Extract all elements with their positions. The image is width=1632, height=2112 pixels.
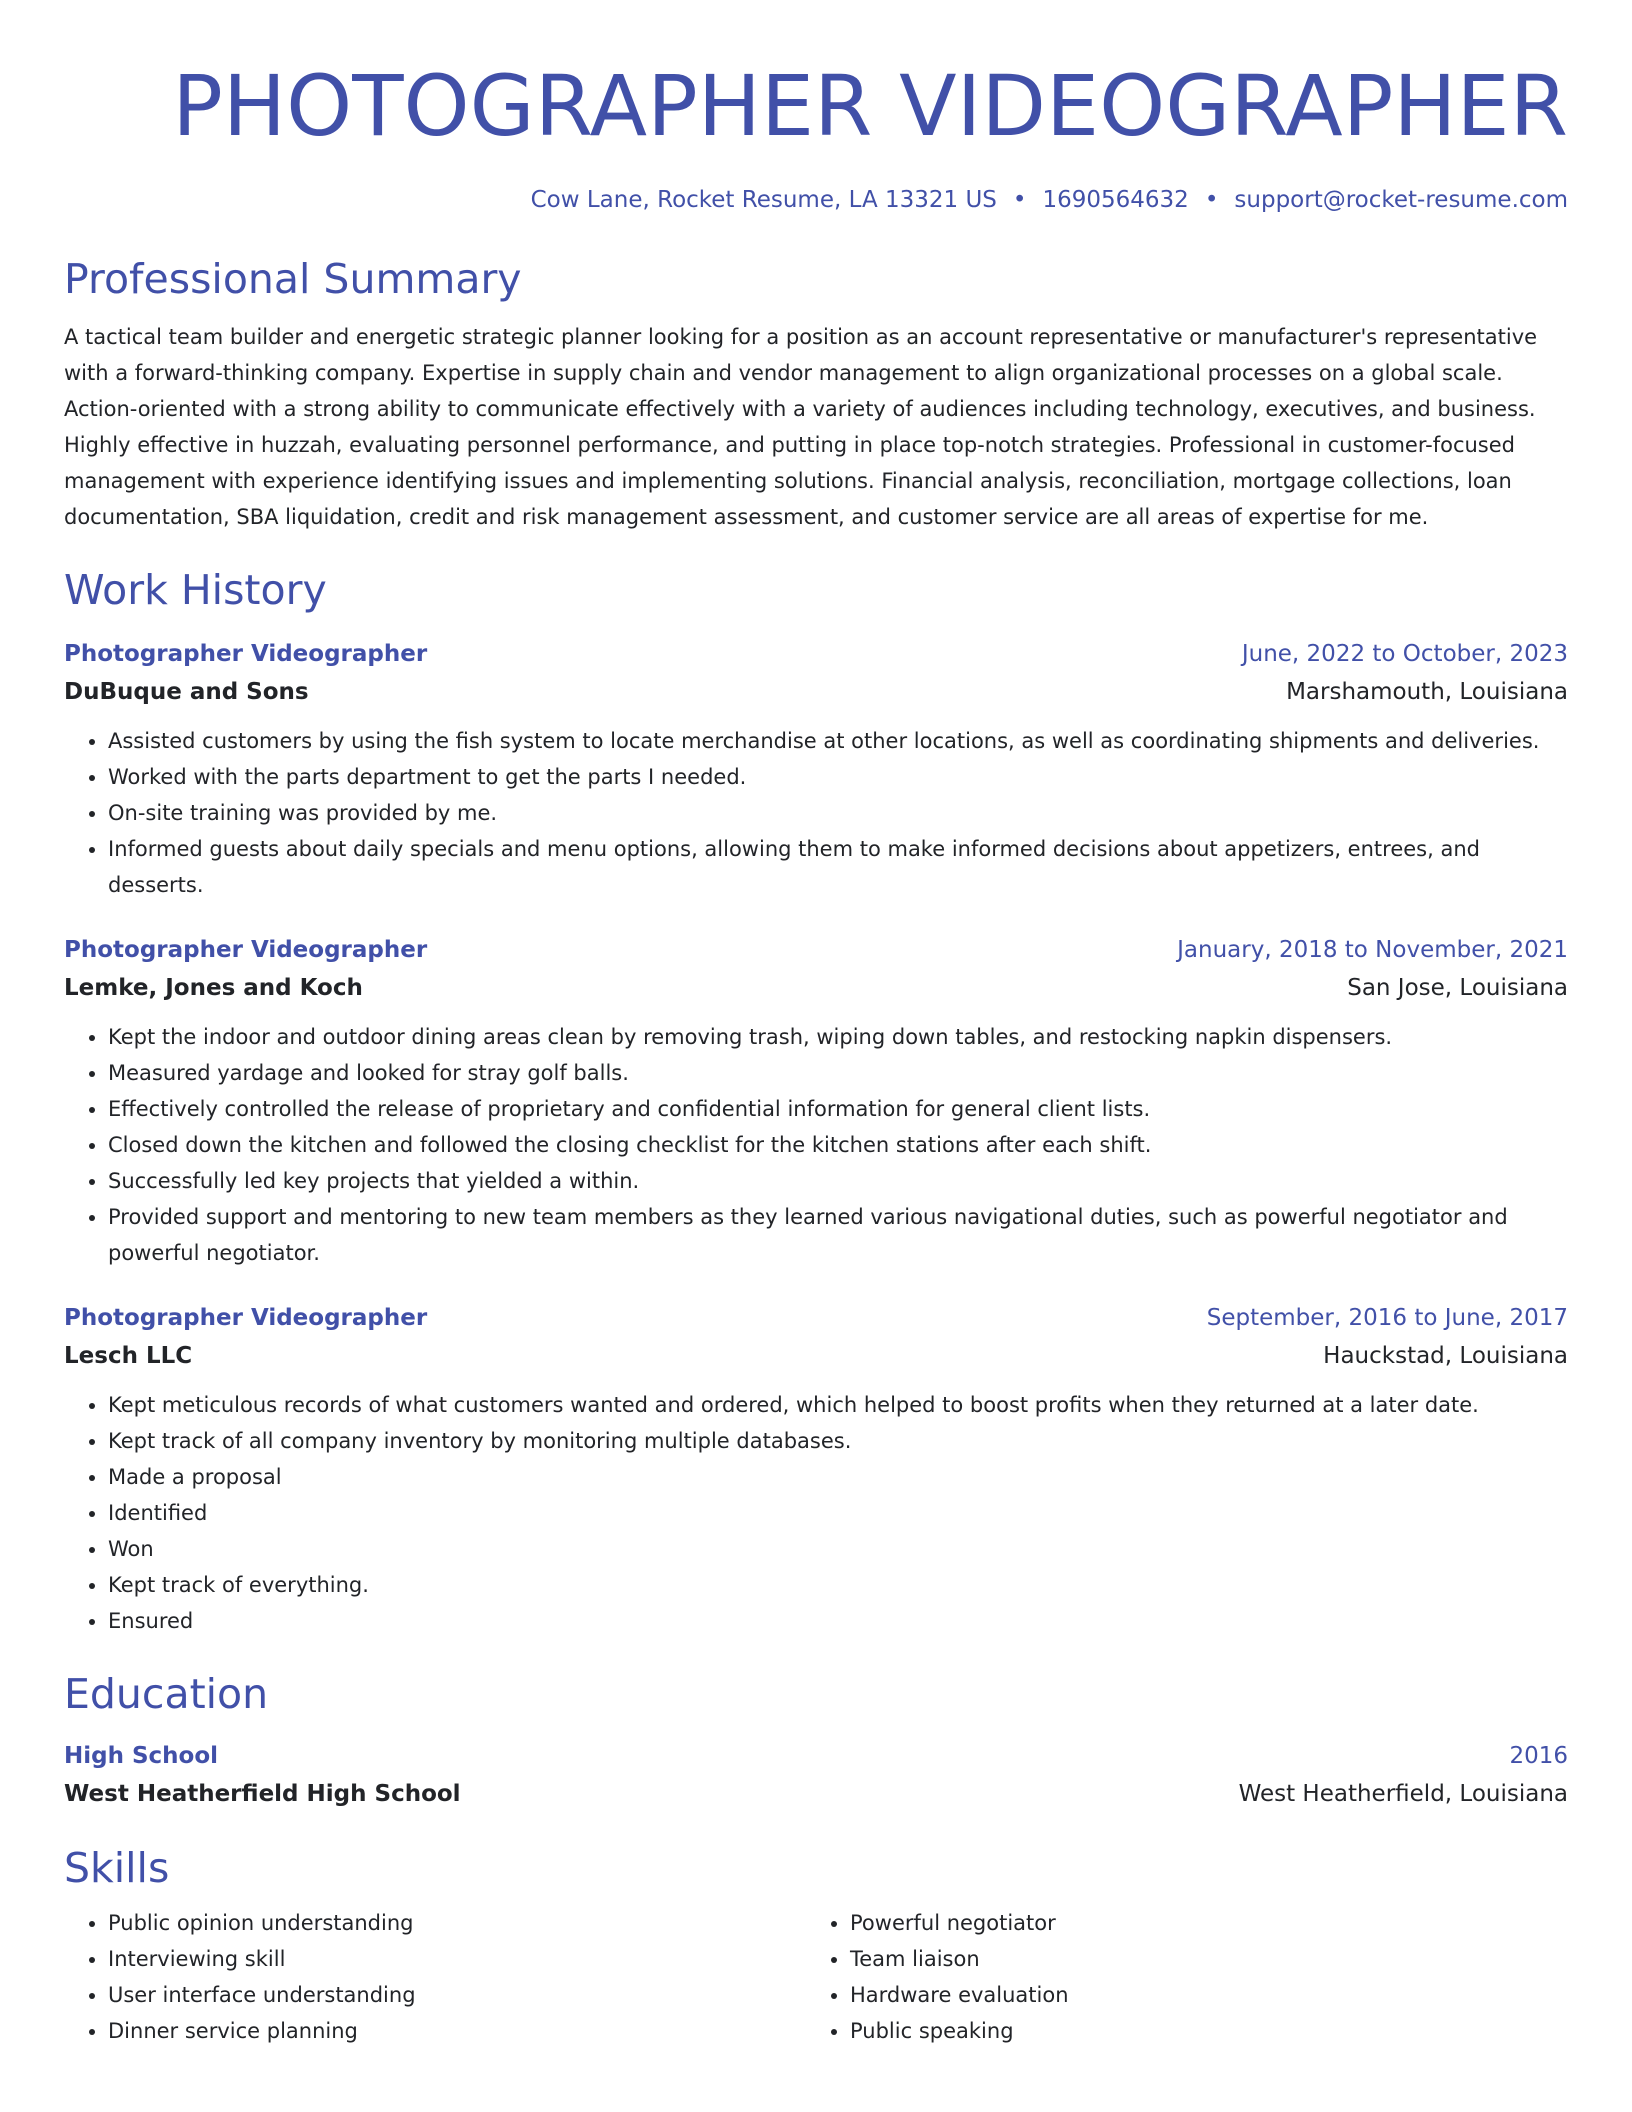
job-bullet: • On-site training was provided by me. — [108, 795, 1568, 831]
education-year: 2016 — [1509, 1743, 1568, 1769]
education-entry — [64, 1737, 1568, 1813]
skills-column-left — [64, 1905, 806, 2049]
contact-phone: 1690564632 — [1042, 187, 1189, 213]
education-school: West Heatherfield High School — [64, 1781, 461, 1807]
job-header-row — [64, 1299, 1568, 1337]
summary-heading: Professional Summary — [64, 255, 522, 303]
job-company-row — [64, 1337, 1568, 1375]
job-company: Lemke, Jones and Koch — [64, 975, 363, 1001]
skill-item: • User interface understanding — [108, 1977, 806, 2013]
skill-item: • Powerful negotiator — [850, 1905, 1548, 1941]
contact-separator: • — [1012, 187, 1027, 213]
job-title: Photographer Videographer — [64, 937, 428, 963]
job-dates: June, 2022 to October, 2023 — [1241, 641, 1568, 667]
job-bullet: • Measured yardage and looked for stray golf balls. — [108, 1055, 1568, 1091]
education-degree: High School — [64, 1743, 219, 1769]
skills-grid — [64, 1905, 1568, 2049]
job-dates: September, 2016 to June, 2017 — [1206, 1305, 1568, 1331]
skill-item: • Team liaison — [850, 1941, 1548, 1977]
skills-list — [806, 1905, 1548, 2049]
contact-address: Cow Lane, Rocket Resume, LA 13321 US — [530, 187, 997, 213]
job-location: Marshamouth, Louisiana — [1286, 679, 1568, 705]
candidate-name: PHOTOGRAPHER VIDEOGRAPHER — [172, 57, 1568, 155]
skills-list — [64, 1905, 806, 2049]
job-bullet: • Made a proposal — [108, 1459, 1568, 1495]
education-heading: Education — [64, 1670, 269, 1718]
job-bullet: • Identified — [108, 1495, 1568, 1531]
skill-item: • Public opinion understanding — [108, 1905, 806, 1941]
job-bullets — [64, 1387, 1568, 1639]
job-title: Photographer Videographer — [64, 641, 428, 667]
work-history-heading: Work History — [64, 566, 327, 614]
job-entry — [64, 635, 1568, 903]
job-bullet: • Informed guests about daily specials and menu options, allowing them to make informed decisions about appetizers, entrees, and desserts. — [108, 831, 1568, 903]
job-bullet: • Worked with the parts department to get the parts I needed. — [108, 759, 1568, 795]
job-company: DuBuque and Sons — [64, 679, 309, 705]
skill-item: • Hardware evaluation — [850, 1977, 1548, 2013]
skill-item: • Public speaking — [850, 2013, 1548, 2049]
contact-line — [64, 184, 1568, 216]
job-location: San Jose, Louisiana — [1347, 975, 1568, 1001]
job-title: Photographer Videographer — [64, 1305, 428, 1331]
summary-text: A tactical team builder and energetic strategic planner looking for a position as an account representative or manufacturer's representative with a forward-thinking company. Expertise in supply chain and vendor management to align organizational processes on a global scale. Action-oriented with a strong ability to communicate effectively with a variety of audiences including technology, executives, and business. Highly effective in huzzah, evaluating personnel performance, and putting in place top-notch strategies. Professional in customer-focused management with experience identifying issues and implementing solutions. Financial analysis, reconciliation, mortgage collections, loan documentation, SBA liquidation, credit and risk management assessment, and customer service are all areas of expertise for me. — [64, 325, 1538, 529]
job-bullet: • Ensured — [108, 1603, 1568, 1639]
job-bullet: • Kept the indoor and outdoor dining areas clean by removing trash, wiping down tables, and restocking napkin dispensers. — [108, 1019, 1568, 1055]
job-bullets — [64, 723, 1568, 903]
job-bullet: • Successfully led key projects that yielded a within. — [108, 1163, 1568, 1199]
job-bullet: • Kept track of everything. — [108, 1567, 1568, 1603]
education-location: West Heatherfield, Louisiana — [1238, 1781, 1568, 1807]
job-bullet: • Effectively controlled the release of proprietary and confidential information for general client lists. — [108, 1091, 1568, 1127]
job-dates: January, 2018 to November, 2021 — [1177, 937, 1568, 963]
education-school-row — [64, 1775, 1568, 1813]
job-location: Hauckstad, Louisiana — [1323, 1343, 1568, 1369]
job-bullet: • Closed down the kitchen and followed the closing checklist for the kitchen stations after each shift. — [108, 1127, 1568, 1163]
skill-item: • Dinner service planning — [108, 2013, 806, 2049]
skills-heading: Skills — [64, 1844, 170, 1892]
job-bullets — [64, 1019, 1568, 1271]
education-header-row — [64, 1737, 1568, 1775]
job-entry — [64, 931, 1568, 1271]
job-bullet: • Kept track of all company inventory by monitoring multiple databases. — [108, 1423, 1568, 1459]
contact-email[interactable]: support@rocket-resume.com — [1234, 187, 1568, 213]
job-bullet: • Kept meticulous records of what customers wanted and ordered, which helped to boost profits when they returned at a later date. — [108, 1387, 1568, 1423]
job-company-row — [64, 673, 1568, 711]
job-company: Lesch LLC — [64, 1343, 193, 1369]
skills-column-right — [806, 1905, 1548, 2049]
job-header-row — [64, 931, 1568, 969]
job-bullet: • Provided support and mentoring to new team members as they learned various navigational duties, such as powerful negotiator and powerful negotiator. — [108, 1199, 1568, 1271]
skill-item: • Interviewing skill — [108, 1941, 806, 1977]
resume-page — [64, 0, 1568, 2049]
job-entry — [64, 1299, 1568, 1639]
contact-separator: • — [1204, 187, 1219, 213]
job-bullet: • Won — [108, 1531, 1568, 1567]
job-header-row — [64, 635, 1568, 673]
job-bullet: • Assisted customers by using the fish system to locate merchandise at other locations, as well as coordinating shipments and deliveries. — [108, 723, 1568, 759]
job-company-row — [64, 969, 1568, 1007]
